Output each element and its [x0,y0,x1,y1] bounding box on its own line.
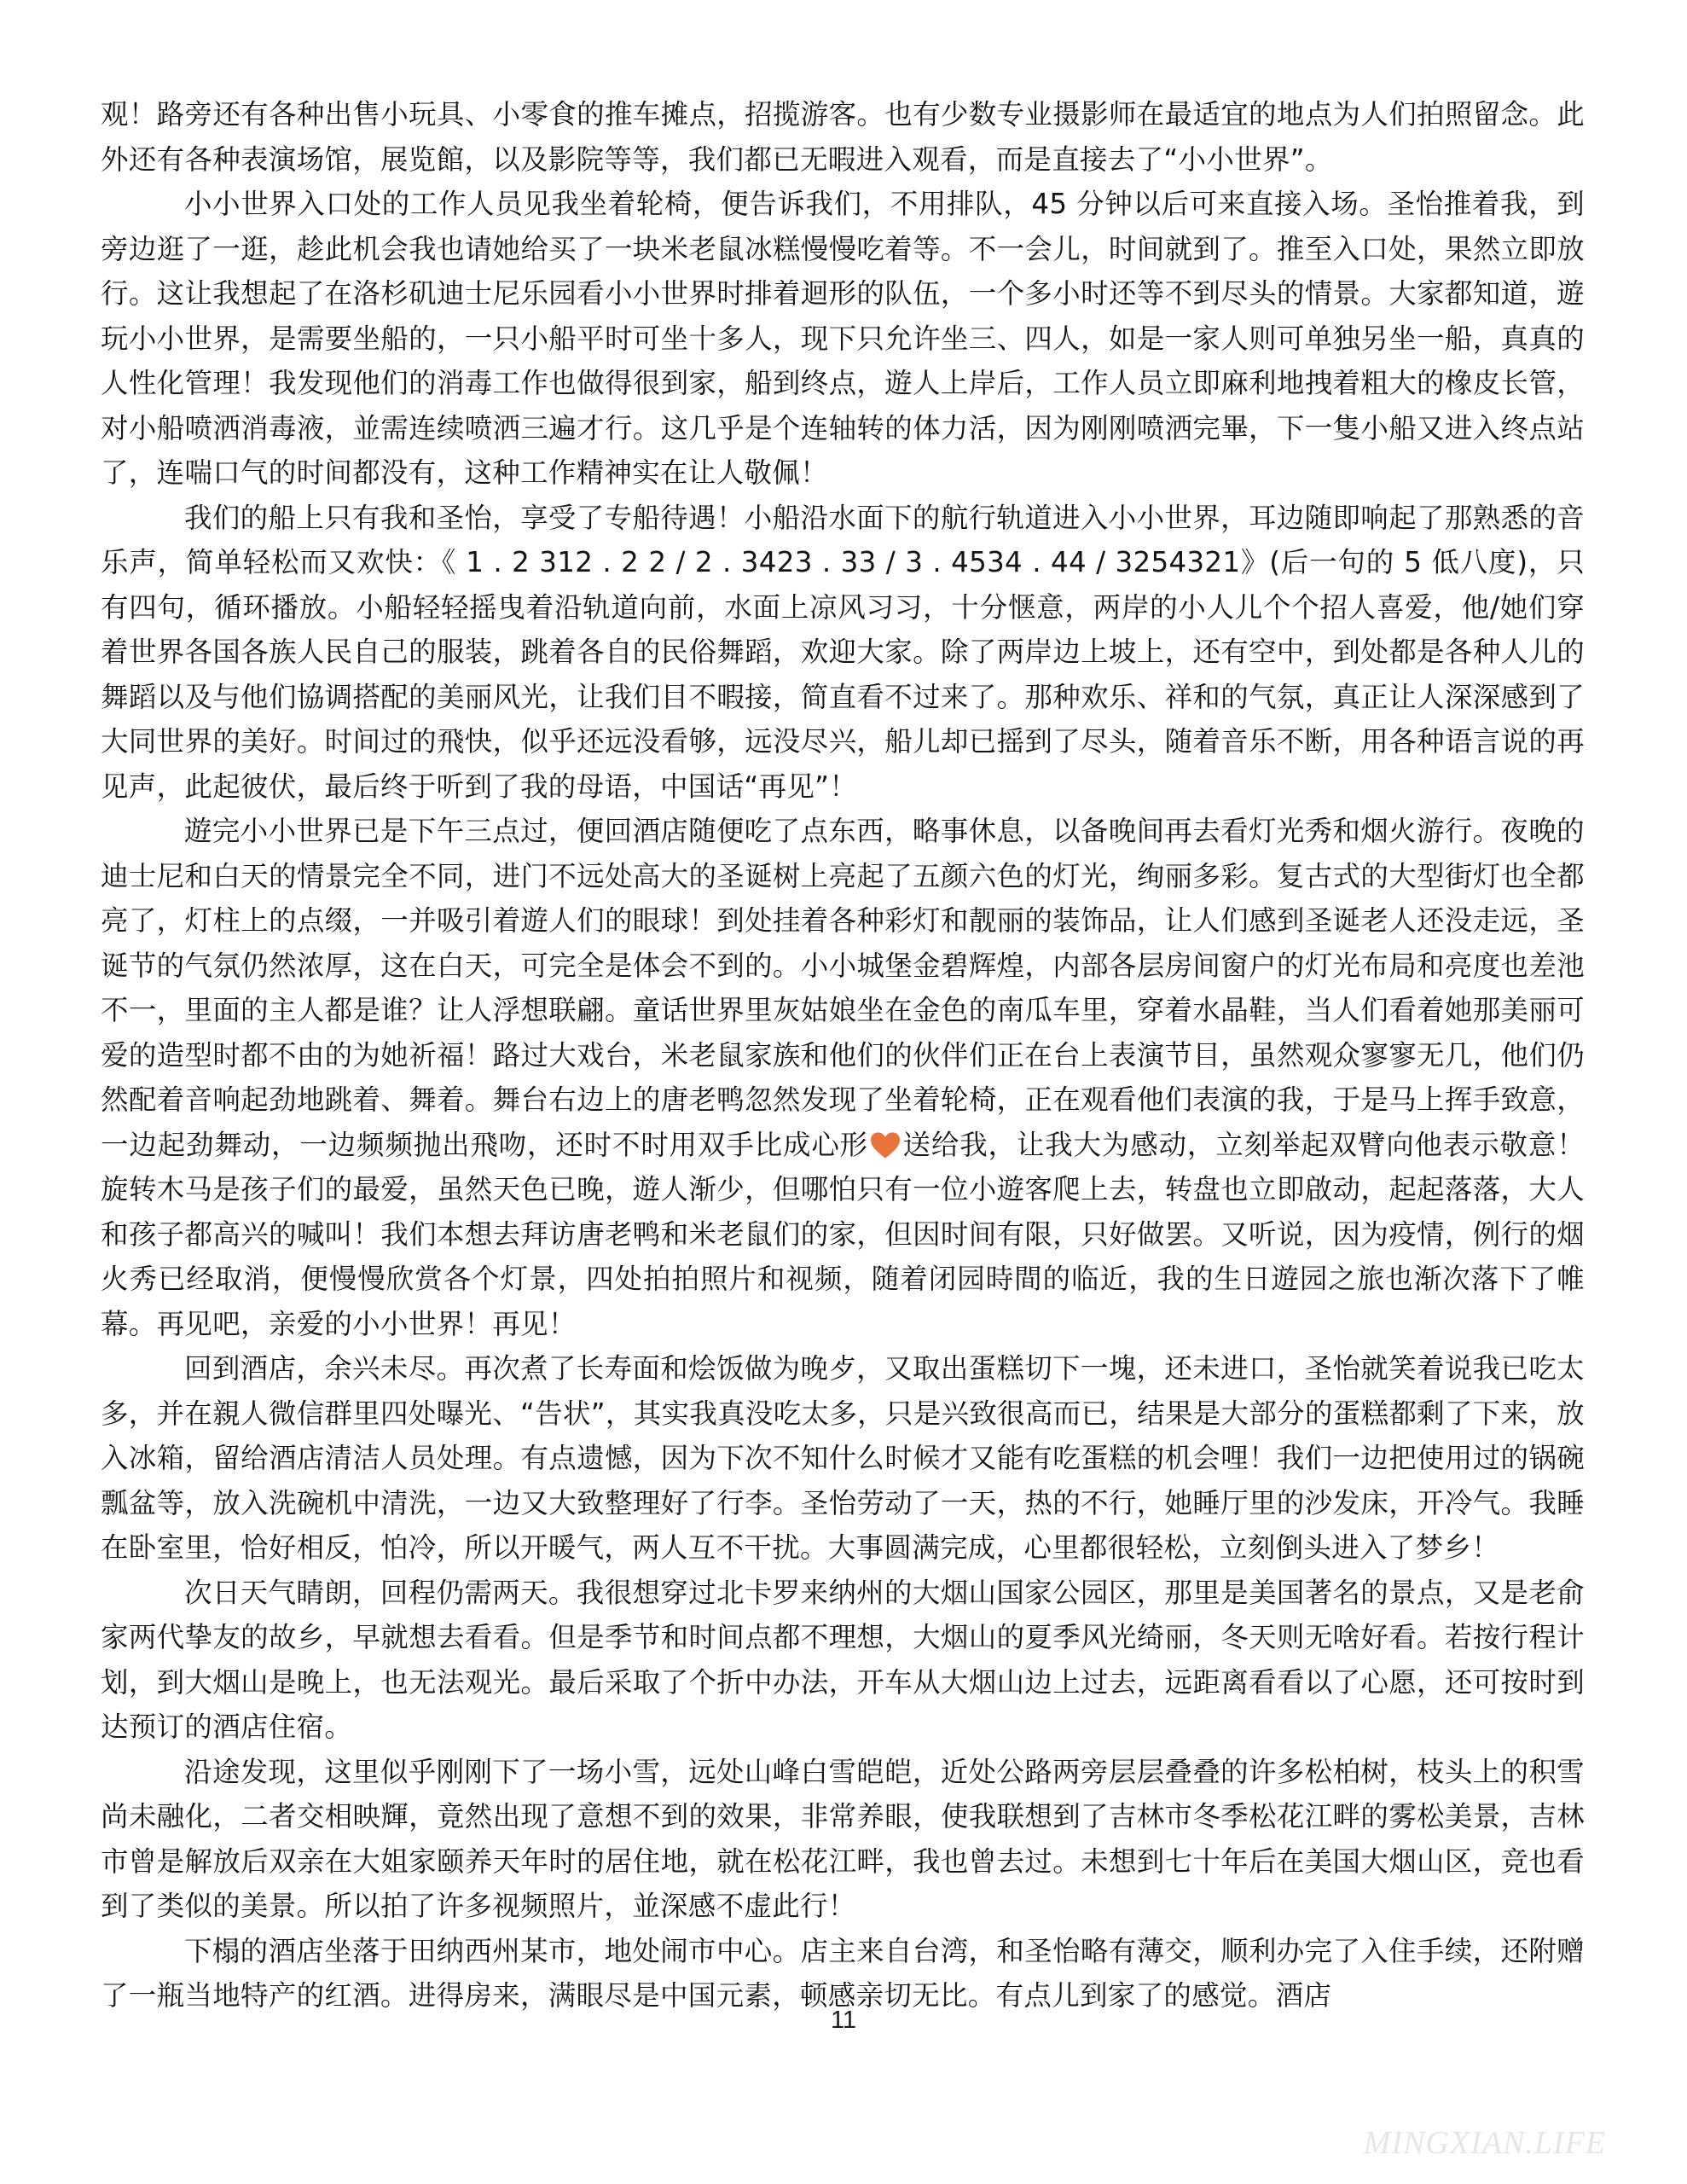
paragraph-1: 观！路旁还有各种出售小玩具、小零食的推车摊点，招揽游客。也有少数专业摄影师在最适宜的地点为人们拍照留念。此外还有各种表演场馆，展览館，以及影院等等，我们都已无暇进入观看，而是直接去了“小小世界”。 [101,98,1585,176]
paragraph-4-text-before-heart: 遊完小小世界已是下午三点过，便回酒店随便吃了点东西，略事休息，以备晚间再去看灯光秀和烟火游行。夜晚的迪士尼和白天的情景完全不同，进门不远处高大的圣诞树上亮起了五颜六色的灯光，绚丽多彩。复古式的大型街灯也全都亮了，灯柱上的点缀，一并吸引着遊人们的眼球！到处挂着各种彩灯和靓丽的装饰品，让人们感到圣诞老人还没走远，圣诞节的气氛仍然浓厚，这在白天，可完全是体会不到的。小小城堡金碧辉煌，内部各层房间窗户的灯光布局和亮度也差池不一，里面的主人都是谁？让人浮想联翩。童话世界里灰姑娘坐在金色的南瓜车里，穿着水晶鞋，当人们看着她那美丽可爱的造型时都不由的为她祈福！路过大戏台，米老鼠家族和他们的伙伴们正在台上表演节目，虽然观众寥寥无几，他们仍然配着音响起劲地跳着、舞着。舞台右边上的唐老鸭忽然发现了坐着轮椅，正在观看他们表演的我，于是马上挥手致意，一边起劲舞动，一边频频抛出飛吻，还时不时用双手比成心形 [101,815,1585,1161]
page-number: 11 [830,2007,857,2034]
paragraph-5: 回到酒店，余兴未尽。再次煮了长寿面和烩饭做为晚歺，又取出蛋糕切下一塊，还未进口，圣怡就笑着说我已吃太多，并在親人微信群里四处曝光、“告状”，其实我真没吃太多，只是兴致很高而已，结果是大部分的蛋糕都剩了下来，放入冰箱，留给酒店清洁人员处理。有点遗憾，因为下次不知什么时候才又能有吃蛋糕的机会哩！我们一边把使用过的锅碗瓢盆等，放入洗碗机中清洗，一边又大致整理好了行李。圣怡劳动了一天，热的不行，她睡厅里的沙发床，开冷气。我睡在卧室里，恰好相反，怕冷，所以开暖气，两人互不干扰。大事圆满完成，心里都很轻松，立刻倒头进入了梦乡！ [101,1352,1585,1564]
paragraph-6: 次日天气睛朗，回程仍需两天。我很想穿过北卡罗来纳州的大烟山国家公园区，那里是美国著名的景点，又是老俞家两代挚友的故乡，早就想去看看。但是季节和时间点都不理想，大烟山的夏季风光绮丽，冬天则无啥好看。若按行程计划，到大烟山是晚上，也无法观光。最后采取了个折中办法，开车从大烟山边上过去，远距离看看以了心愿，还可按时到达预订的酒店住宿。 [101,1576,1585,1743]
watermark: MINGXIAN.LIFE [1363,2125,1606,2161]
paragraph-3: 我们的船上只有我和圣怡，享受了专船待遇！小船沿水面下的航行轨道进入小小世界，耳边随即响起了那熟悉的音乐声，简单轻松而又欢快：《 1 . 2 312 . 2 2 / 2 . 3423 . 33 / 3 . 4534 . 44 / 3254321》(后一句的 5 低八度)，只有四句，循环播放。小船轻轻摇曳着沿轨道向前，水面上凉风习习，十分惬意，两岸的小人儿个个招人喜爱，他/她们穿着世界各国各族人民自己的服装，跳着各自的民俗舞蹈，欢迎大家。除了两岸边上坡上，还有空中，到处都是各种人儿的舞蹈以及与他们協调搭配的美丽风光，让我们目不暇接，简直看不过来了。那种欢乐、祥和的气氛，真正让人深深感到了大同世界的美好。时间过的飛快，似乎还远没看够，远没尽兴，船儿却已摇到了尽头，随着音乐不断，用各种语言说的再见声，此起彼伏，最后终于听到了我的母语，中国话“再见”！ [101,501,1585,803]
paragraph-4-text-after-heart: 送给我，让我大为感动，立刻举起双臂向他表示敬意！旋转木马是孩子们的最爱，虽然天色已晚，遊人渐少，但哪怕只有一位小遊客爬上去，转盘也立即啟动，起起落落，大人和孩子都高兴的喊叫！我们本想去拜访唐老鸭和米老鼠们的家，但因时间有限，只好做罢。又听说，因为疫情，例行的烟火秀已经取消，便慢慢欣赏各个灯景，四处拍拍照片和视频，随着闭园時間的临近，我的生日遊园之旅也渐次落下了帷幕。再见吧，亲爱的小小世界！再见！ [101,1128,1585,1340]
paragraph-2: 小小世界入口处的工作人员见我坐着轮椅，便告诉我们，不用排队，45 分钟以后可来直接入场。圣怡推着我，到旁边逛了一逛，趁此机会我也请她给买了一块米老鼠冰糕慢慢吃着等。不一会儿，时间就到了。推至入口处，果然立即放行。这让我想起了在洛杉矶迪士尼乐园看小小世界时排着迴形的队伍，一个多小时还等不到尽头的情景。大家都知道，遊玩小小世界，是需要坐船的，一只小船平时可坐十多人，现下只允许坐三、四人，如是一家人则可单独另坐一船，真真的人性化管理！我发现他们的消毒工作也做得很到家，船到终点，遊人上岸后，工作人员立即麻利地拽着粗大的橡皮长管，对小船喷洒消毒液，並需连续喷洒三遍才行。这几乎是个连轴转的体力活，因为刚刚喷洒完畢，下一隻小船又进入终点站了，连喘口气的时间都没有，这种工作精神实在让人敬佩！ [101,188,1585,489]
paragraph-8: 下榻的酒店坐落于田纳西州某市，地处闹市中心。店主来自台湾，和圣怡略有薄交，顺利办完了入住手续，还附赠了一瓶当地特产的红酒。进得房来，满眼尽是中国元素，顿感亲切无比。有点儿到家了的感觉。酒店 [101,1934,1585,2012]
paragraph-4 [101,809,1585,1346]
paragraph-7: 沿途发现，这里似乎刚刚下了一场小雪，远处山峰白雪皑皑，近处公路两旁层层叠叠的许多松柏树，枝头上的积雪尚未融化，二者交相映輝，竟然出现了意想不到的效果，非常养眼，使我联想到了吉林市冬季松花江畔的雾松美景，吉林市曾是解放后双亲在大姐家颐养天年时的居住地，就在松花江畔，我也曾去过。未想到七十年后在美国大烟山区，竞也看到了类似的美景。所以拍了许多视频照片，並深感不虚此行！ [101,1755,1585,1922]
heart-icon [869,1130,901,1159]
document-body [101,92,1585,2018]
